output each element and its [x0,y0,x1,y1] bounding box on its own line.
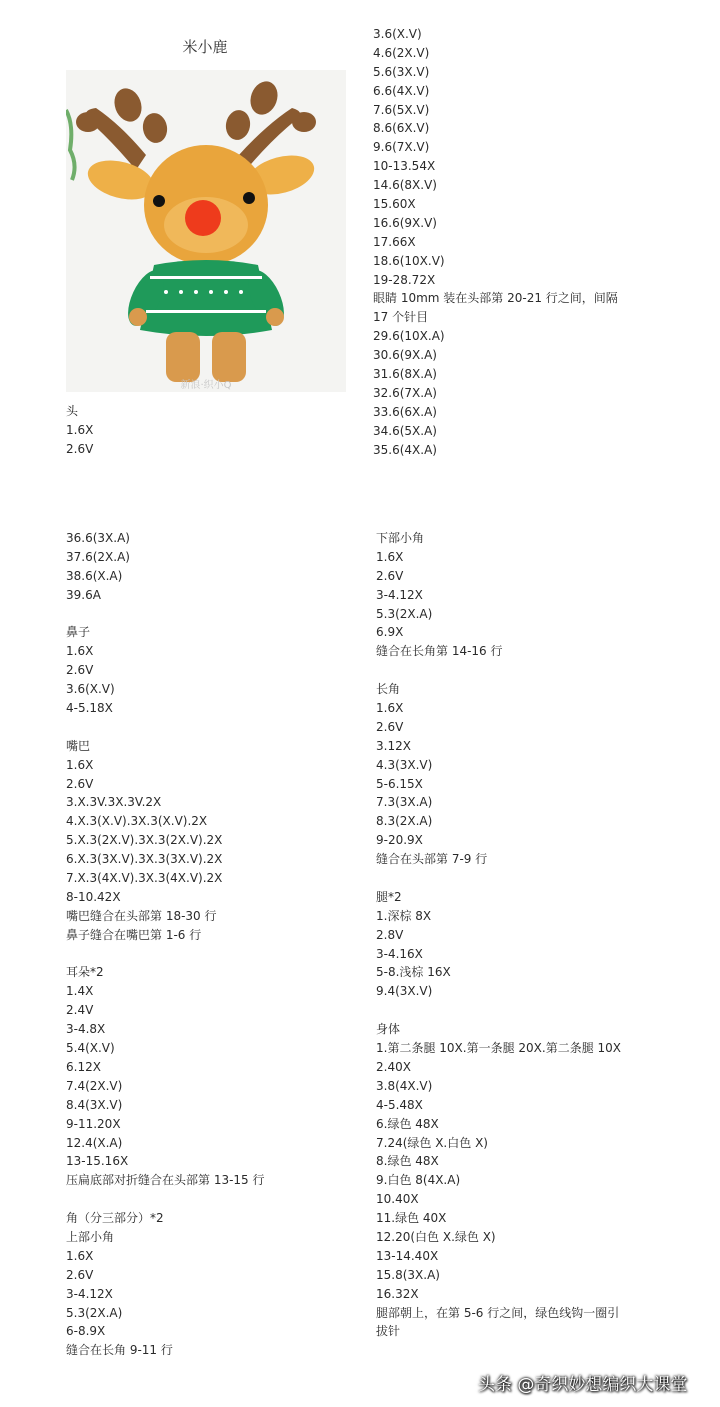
pattern-line: 缝合在长角 9-11 行 [66,1343,173,1358]
pattern-line: 12.4(X.A) [66,1135,123,1150]
pattern-line: 38.6(X.A) [66,568,123,583]
pattern-line: 缝合在头部第 7-9 行 [376,852,488,867]
pattern-line: 长角 [376,682,401,697]
pattern-line: 11.绿色 40X [376,1211,447,1226]
pattern-line: 1.第二条腿 10X.第一条腿 20X.第二条腿 10X [376,1041,621,1056]
pattern-line: 7.4(2X.V) [66,1078,123,1093]
pattern-section [376,888,621,1001]
pattern-line: 6.6(4X.V) [373,83,430,98]
pattern-line: 头 [66,404,79,418]
pattern-line: 8.3(2X.A) [376,814,433,829]
pattern-line: 腿部朝上，在第 5-6 行之间，绿色线钩一圈引 [376,1305,620,1320]
pattern-line: 1.深棕 8X [376,908,432,923]
source-watermark: 头条 @奇织妙想编织大课堂 [478,1375,688,1395]
pattern-line: 33.6(6X.A) [373,404,437,419]
pattern-line: 1.4X [66,984,94,999]
pattern-line: 3.6(X.V) [66,682,115,697]
pattern-line: 9-11.20X [66,1116,121,1131]
pattern-line: 上部小角 [66,1229,115,1244]
pattern-line: 嘴巴缝合在头部第 18-30 行 [66,908,217,923]
pattern-line: 2.6V [376,568,404,583]
pattern-line: 9-20.9X [376,833,423,848]
pattern-line: 17 个针目 [373,310,429,325]
pattern-title: 米小鹿 [182,38,228,56]
pattern-line: 鼻子 [66,625,91,640]
pattern-line: 1.6X [66,422,94,437]
pattern-line: 1.6X [66,1248,94,1263]
pattern-section [376,529,621,661]
pattern-section [66,963,265,1190]
pattern-line: 7.6(5X.V) [373,102,430,117]
pattern-line: 眼睛 10mm 装在头部第 20-21 行之间，间隔 [373,291,618,306]
pattern-section [66,529,265,605]
pattern-line: 18.6(10X.V) [373,253,445,268]
pattern-line: 耳朵*2 [66,965,104,980]
pattern-line: 1.6X [66,644,94,659]
pattern-line: 34.6(5X.A) [373,423,437,438]
pattern-line: 7.3(3X.A) [376,795,433,810]
pattern-line: 13-14.40X [376,1248,439,1263]
pattern-line: 7.X.3(4X.V).3X.3(4X.V).2X [66,871,223,886]
pattern-line: 角（分三部分）*2 [66,1211,164,1226]
pattern-line: 5-8.浅棕 16X [376,965,451,980]
pattern-line: 3-4.8X [66,1022,106,1037]
pattern-line: 8.4(3X.V) [66,1097,123,1112]
right-pattern-column [376,529,621,1341]
pattern-line: 5.4(X.V) [66,1041,115,1056]
pattern-line: 9.4(3X.V) [376,984,433,999]
pattern-line: 9.6(7X.V) [373,140,430,155]
pattern-line: 16.32X [376,1286,419,1301]
pattern-line: 13-15.16X [66,1154,129,1169]
pattern-line: 2.6V [66,776,94,791]
pattern-line: 下部小角 [376,531,425,545]
pattern-line: 4-5.48X [376,1097,423,1112]
pattern-section [66,737,265,945]
pattern-line: 1.6X [376,549,404,564]
pattern-line: 2.6V [376,719,404,734]
pattern-line: 2.4V [66,1003,94,1018]
pattern-line: 12.20(白色 X.绿色 X) [376,1229,496,1244]
pattern-line: 17.66X [373,234,416,249]
pattern-line: 16.6(9X.V) [373,215,437,230]
pattern-line: 30.6(9X.A) [373,348,437,363]
pattern-line: 3.6(X.V) [373,27,422,41]
pattern-line: 15.8(3X.A) [376,1267,440,1282]
pattern-line: 31.6(8X.A) [373,367,437,382]
pattern-line: 6.12X [66,1059,101,1074]
pattern-section [66,1209,265,1360]
head-section-continued [373,25,618,459]
pattern-line: 3-4.12X [376,587,423,602]
pattern-line: 嘴巴 [66,738,91,753]
pattern-line: 4.3(3X.V) [376,757,433,772]
pattern-line: 3.12X [376,738,411,753]
pattern-line: 3-4.12X [66,1286,113,1301]
pattern-line: 8-10.42X [66,889,121,904]
pattern-line: 3-4.16X [376,946,423,961]
pattern-line: 5.3(2X.A) [66,1305,123,1320]
pattern-line: 10-13.54X [373,159,436,174]
pattern-line: 35.6(4X.A) [373,442,437,457]
pattern-line: 8.绿色 48X [376,1154,439,1169]
pattern-line: 4.X.3(X.V).3X.3(X.V).2X [66,814,208,829]
pattern-line: 15.60X [373,197,416,212]
photo-watermark: 新浪·织小Q [180,380,232,391]
pattern-line: 37.6(2X.A) [66,549,130,564]
pattern-line: 3.X.3V.3X.3V.2X [66,795,162,810]
pattern-line: 5.6(3X.V) [373,64,430,79]
pattern-line: 8.6(6X.V) [373,121,430,136]
pattern-line: 5-6.15X [376,776,423,791]
pattern-line: 2.6V [66,663,94,678]
pattern-line: 身体 [376,1022,401,1037]
pattern-line: 1.6X [66,757,94,772]
pattern-line: 3.8(4X.V) [376,1078,433,1093]
reindeer-nose [185,200,221,236]
pattern-line: 36.6(3X.A) [66,531,130,545]
pattern-line: 2.6V [66,441,94,456]
pattern-section [66,623,265,717]
pattern-section [376,1020,621,1341]
pattern-line: 32.6(7X.A) [373,385,437,400]
pattern-line: 拔针 [376,1324,401,1339]
pattern-line: 10.40X [376,1192,419,1207]
pattern-line: 鼻子缝合在嘴巴第 1-6 行 [66,927,202,942]
pattern-line: 39.6A [66,587,101,602]
pattern-line: 6.绿色 48X [376,1116,439,1131]
pattern-line: 6.9X [376,625,404,640]
head-section-start [66,402,93,459]
pattern-line: 缝合在长角第 14-16 行 [376,644,503,659]
reindeer-illustration [66,70,346,392]
pattern-line: 2.8V [376,927,404,942]
pattern-line: 2.6V [66,1267,94,1282]
pattern-section [376,680,621,869]
pattern-line: 14.6(8X.V) [373,178,437,193]
pattern-line: 4-5.18X [66,701,113,716]
pattern-line: 6.X.3(3X.V).3X.3(3X.V).2X [66,852,223,867]
pattern-line: 2.40X [376,1059,411,1074]
pattern-line: 9.白色 8(4X.A) [376,1173,461,1188]
pattern-line: 腿*2 [376,889,402,904]
pattern-line: 4.6(2X.V) [373,45,430,60]
left-pattern-column [66,529,265,1360]
pattern-line: 5.X.3(2X.V).3X.3(2X.V).2X [66,833,223,848]
pattern-line: 29.6(10X.A) [373,329,445,344]
pattern-line: 19-28.72X [373,272,436,287]
pattern-line: 5.3(2X.A) [376,606,433,621]
pattern-line: 1.6X [376,701,404,716]
amigurumi-photo [66,70,346,392]
pattern-line: 压扁底部对折缝合在头部第 13-15 行 [66,1173,265,1188]
pattern-line: 6-8.9X [66,1324,106,1339]
pattern-line: 7.24(绿色 X.白色 X) [376,1135,488,1150]
